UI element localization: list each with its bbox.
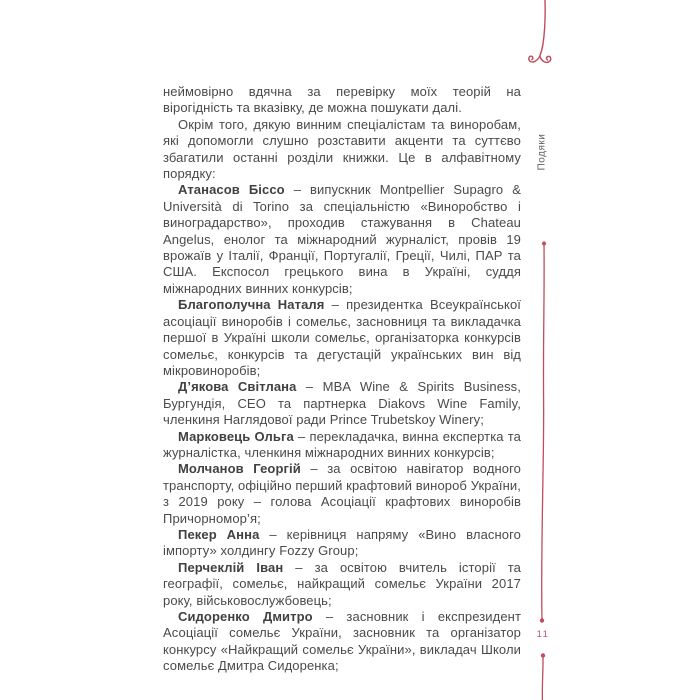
entry-text: – за освітою вчитель історії та географії, сомельє, найкращий сомельє України 2017 року, військовослужбовець; <box>163 559 521 608</box>
acknowledgment-entry <box>163 182 521 297</box>
entry-text: – керівниця напряму «Вино власного імпорту» холдингу Fozzy Group; <box>163 526 521 559</box>
person-name: Молчанов Георгій <box>178 461 301 477</box>
acknowledgment-entry <box>163 609 521 675</box>
entry-text: – президентка Всеукраїнської асоціації виноробів і сомельє, засновниця та викладачка першої в Україні школи сомельє, організаторка конкурсів сомельє, конкурсів та дегустацій українських вин від мікровиноробів; <box>163 297 521 378</box>
top-thread-flourish <box>529 0 551 62</box>
person-name: Атанасов Біссо <box>178 182 285 198</box>
acknowledgment-entry <box>163 527 521 560</box>
entry-text: – перекладачка, винна експертка та журналістка, членкиня міжнародних винних конкурсів; <box>163 428 521 460</box>
paragraph-text: неймовірно вдячна за перевірку моїх теорій на вірогідність та вказівку, де можна пошукати далі. <box>163 84 521 116</box>
person-name: Марковець Ольга <box>178 428 294 444</box>
acknowledgments-text <box>163 84 521 675</box>
paragraph-continuation <box>163 84 521 117</box>
person-name: Сидоренко Дмитро <box>178 609 313 624</box>
acknowledgment-entry <box>163 379 521 428</box>
chapter-margin-label: Подяки <box>536 133 548 171</box>
page-number: 11 <box>536 629 550 640</box>
person-name: Благополучна Наталя <box>178 297 325 313</box>
paragraph <box>163 117 521 183</box>
paragraph-text: Окрім того, дякую винним спеціалістам та виноробам, які допомогли слушно розставити акценти та суттєво збагатили останні розділи книжки. Це в алфавітному порядку: <box>163 116 521 182</box>
acknowledgment-entry <box>163 560 521 609</box>
acknowledgment-entry <box>163 461 521 527</box>
acknowledgment-entry <box>163 429 521 462</box>
entry-text: – за освітою навігатор водного транспорту, офіційно перший крафтовий винороб України, з 2019 року – голова Асоціації крафтових виноробів Причорномор’я; <box>163 461 522 526</box>
entry-text: – MBA Wine & Spirits Business, Бургундія, CEO та партнерка Diakovs Wine Family, членкиня Наглядової ради Prince Trubetskoy Winery; <box>163 379 521 428</box>
person-name: Перчеклій Іван <box>178 559 284 575</box>
entry-text: – засновник і експрезидент Асоціації сомельє України, засновник та організатор конкурсу «Найкращий сомельє України», викладач Школи сомельє Дмитра Сидоренка; <box>163 609 522 674</box>
acknowledgment-entry <box>163 297 521 379</box>
person-name: Пекер Анна <box>178 526 260 542</box>
entry-text: – випускник Montpellier Supagro & Università di Torino за спеціальністю «Виноробство і виноградарство», проходив стажування в Chateau Angelus, енолог та міжнародний журналіст, провів 19 врожаїв у Італії, Франції, Португалії, Греції, Чилі, ПАР та США. Експосол грецького вина в Україні, суддя міжнародних винних конкурсів; <box>163 182 521 296</box>
bottom-thread <box>541 653 545 700</box>
person-name: Д’якова Світлана <box>178 379 297 395</box>
middle-thread <box>540 242 546 623</box>
